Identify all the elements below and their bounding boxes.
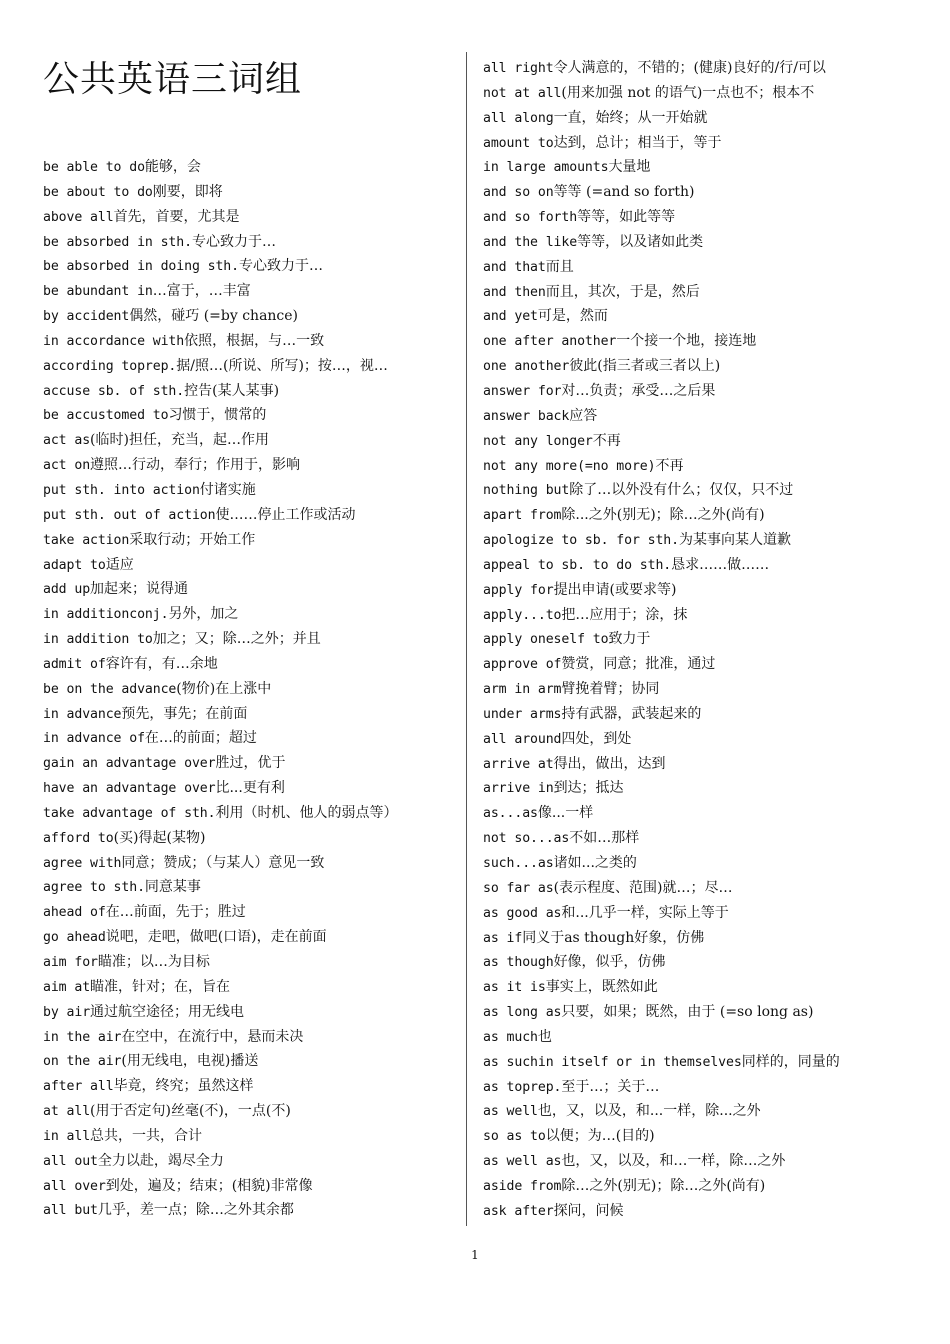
phrase-meaning: 控告(某人某事) [184, 382, 280, 399]
phrase-text: by air [43, 1004, 91, 1020]
phrase-entry [43, 379, 461, 404]
phrase-entry [483, 677, 923, 702]
phrase-entry [43, 826, 461, 851]
phrase-text: not any more(=no more) [483, 458, 656, 474]
phrase-text: as toprep. [483, 1079, 562, 1095]
phrase-entry [483, 752, 923, 777]
phrase-entry [483, 230, 923, 255]
phrase-text: according toprep. [43, 358, 177, 374]
phrase-meaning: 等等，以及诸如此类 [577, 233, 704, 250]
phrase-entry [483, 528, 923, 553]
phrase-entry [483, 304, 923, 329]
phrase-text: apply for [483, 582, 554, 598]
phrase-text: as long as [483, 1005, 562, 1021]
phrase-meaning: 比...更有利 [215, 780, 285, 797]
phrase-text: gain an advantage over [43, 756, 216, 772]
phrase-entry [43, 627, 461, 652]
phrase-meaning: (用来加强 not 的语气)一点也不；根本不 [561, 84, 815, 101]
phrase-text: admit of [43, 656, 106, 672]
phrase-meaning: 应答 [569, 407, 598, 424]
phrase-meaning: 首先，首要，尤其是 [113, 208, 240, 225]
phrase-meaning: 同意某事 [144, 879, 201, 896]
phrase-meaning: 不再 [592, 432, 621, 449]
phrase-meaning: 在空中，在流行中，悬而未决 [121, 1028, 304, 1045]
phrase-text: as well [483, 1104, 538, 1120]
phrase-entry [483, 106, 923, 131]
phrase-text: be absorbed in sth. [43, 234, 192, 250]
phrase-meaning: 探问，问候 [553, 1202, 624, 1219]
phrase-meaning: 适应 [105, 556, 134, 573]
phrase-meaning: 刚要，即将 [152, 183, 223, 200]
phrase-text: apart from [483, 508, 562, 524]
phrase-text: and then [483, 284, 546, 300]
phrase-meaning: 通过航空途径；用无线电 [90, 1003, 245, 1020]
phrase-entry [483, 901, 923, 926]
phrase-text: and so on [483, 185, 554, 201]
phrase-entry [43, 453, 461, 478]
phrase-text: apply...to [483, 607, 562, 623]
phrase-meaning: 得出，做出，达到 [553, 755, 666, 772]
phrase-entry [483, 404, 923, 429]
phrase-text: and yet [483, 309, 538, 325]
phrase-entry [43, 553, 461, 578]
phrase-text: answer for [483, 383, 562, 399]
phrase-entry [43, 726, 461, 751]
phrase-entry [483, 975, 923, 1000]
phrase-entry [483, 826, 923, 851]
phrase-text: put sth. out of action [43, 507, 216, 523]
phrase-text: answer back [483, 408, 570, 424]
phrase-entry [43, 851, 461, 876]
phrase-meaning: 习惯于，惯常的 [168, 407, 267, 424]
phrase-meaning: 诸如...之类的 [553, 855, 637, 871]
phrase-text: all along [483, 110, 554, 126]
phrase-meaning: 依照，根据，与…一致 [184, 332, 325, 349]
phrase-meaning: 到达；抵达 [553, 780, 624, 797]
phrase-meaning: 据/照…(所说、所写)；按…，视… [176, 357, 388, 374]
phrase-text: be able to do [43, 160, 145, 175]
phrase-text: nothing but [483, 483, 570, 499]
phrase-text: as it is [483, 980, 546, 996]
phrase-meaning: 说吧，走吧，做吧(口语)，走在前面 [105, 929, 327, 946]
phrase-meaning: 到处，遍及；结束；(相貌)非常像 [105, 1177, 313, 1194]
phrase-meaning: 加之；又；除…之外；并且 [152, 631, 321, 648]
phrase-text: and the like [483, 234, 578, 250]
phrase-entry [483, 553, 923, 578]
phrase-meaning: 除…之外(别无)；除…之外(尚有) [561, 1177, 766, 1194]
phrase-text: be abundant in [43, 284, 153, 300]
phrase-meaning: 预先，事先；在前面 [121, 705, 248, 722]
phrase-meaning: (物价)在上涨中 [176, 680, 272, 697]
phrase-text: in advance [43, 706, 122, 722]
phrase-text: not any longer [483, 433, 593, 449]
phrase-meaning: 像...一样 [537, 805, 594, 822]
phrase-meaning: 瞄准；以…为目标 [97, 954, 210, 970]
phrase-list-left [43, 155, 461, 1223]
phrase-text: above all [43, 209, 114, 225]
phrase-meaning: 至于…；关于… [561, 1078, 660, 1095]
phrase-entry [483, 429, 923, 454]
phrase-meaning: 达到，总计；相当于，等于 [553, 134, 722, 151]
phrase-text: aside from [483, 1178, 562, 1194]
phrase-entry [43, 528, 461, 553]
phrase-entry [483, 926, 923, 951]
phrase-meaning: 也，又，以及，和...一样，除...之外 [537, 1103, 761, 1120]
phrase-meaning: 对…负责；承受…之后果 [561, 382, 716, 399]
phrase-meaning: (买)得起(某物) [113, 829, 206, 846]
phrase-meaning: 事实上，既然如此 [545, 979, 658, 996]
phrase-entry [483, 876, 923, 901]
phrase-entry [43, 801, 461, 826]
phrase-text: in additionconj. [43, 607, 169, 623]
phrase-meaning: 另外，加之 [168, 606, 239, 623]
phrase-entry [43, 1149, 461, 1174]
phrase-meaning: 几乎，差一点；除…之外其余都 [97, 1202, 294, 1219]
phrase-text: be on the advance [43, 681, 177, 697]
phrase-entry [43, 1099, 461, 1124]
phrase-entry [43, 354, 461, 379]
phrase-meaning: 偶然，碰巧 (=by chance) [129, 308, 299, 325]
phrase-meaning: 同意；赞成；（与某人）意见一致 [121, 854, 325, 871]
phrase-text: such...as [483, 856, 554, 871]
phrase-entry [483, 1099, 923, 1124]
phrase-meaning: (表示程度、范围)就…；尽… [553, 879, 733, 896]
phrase-meaning: 一直，始终；从一开始就 [553, 109, 708, 126]
phrase-meaning: 容许有，有…余地 [105, 655, 218, 672]
phrase-entry [483, 280, 923, 305]
phrase-text: one after another [483, 334, 617, 350]
phrase-meaning: …富于，…丰富 [152, 283, 251, 300]
phrase-entry [483, 56, 923, 81]
phrase-entry [43, 478, 461, 503]
phrase-text: adapt to [43, 557, 106, 573]
phrase-meaning: 总共，一共，合计 [90, 1127, 203, 1144]
phrase-meaning: 瞄准，针对；在，旨在 [90, 978, 231, 995]
phrase-text: appeal to sb. to do sth. [483, 557, 672, 573]
phrase-entry [43, 403, 461, 428]
phrase-entry [483, 155, 923, 180]
phrase-entry [43, 1198, 461, 1223]
phrase-text: apply oneself to [483, 632, 609, 648]
phrase-text: afford to [43, 830, 114, 846]
phrase-entry [43, 875, 461, 900]
phrase-entry [483, 131, 923, 156]
phrase-text: in large amounts [483, 160, 609, 176]
phrase-text: after all [43, 1079, 114, 1095]
phrase-text: ask after [483, 1203, 554, 1219]
phrase-meaning: 可是，然而 [537, 308, 608, 325]
phrase-entry [483, 1075, 923, 1100]
phrase-entry [483, 702, 923, 727]
phrase-text: apologize to sb. for sth. [483, 533, 679, 549]
phrase-meaning: 同样的，同量的 [741, 1053, 840, 1070]
phrase-text: agree to sth. [43, 880, 145, 896]
phrase-text: aim for [43, 955, 98, 970]
phrase-entry [43, 1074, 461, 1099]
page-title: 公共英语三词组 [43, 59, 303, 100]
phrase-entry [43, 155, 461, 180]
phrase-entry [483, 354, 923, 379]
phrase-text: all around [483, 731, 562, 747]
phrase-text: put sth. into action [43, 482, 200, 498]
phrase-entry [43, 975, 461, 1000]
phrase-entry [43, 205, 461, 230]
phrase-text: not so...as [483, 831, 570, 847]
phrase-entry [483, 180, 923, 205]
phrase-text: all over [43, 1178, 106, 1194]
phrase-entry [43, 776, 461, 801]
phrase-meaning: 一个接一个地，接连地 [616, 333, 757, 350]
page-number: 1 [471, 1248, 479, 1262]
phrase-meaning: 除...之外(别无)；除…之外(尚有) [561, 507, 765, 524]
phrase-entry [43, 230, 461, 255]
phrase-entry [483, 801, 923, 826]
phrase-meaning: 持有武器，武装起来的 [561, 705, 702, 722]
phrase-text: so far as [483, 880, 554, 896]
phrase-entry [483, 478, 923, 503]
phrase-entry [43, 950, 461, 975]
phrase-meaning: 等等 (=and so forth) [553, 184, 695, 201]
phrase-meaning: 全力以赴，竭尽全力 [97, 1152, 224, 1169]
phrase-entry [43, 602, 461, 627]
phrase-entry [483, 454, 923, 479]
phrase-entry [483, 627, 923, 652]
phrase-text: all out [43, 1153, 98, 1169]
phrase-entry [43, 254, 461, 279]
phrase-meaning: 同义于as though好象，仿佛 [522, 929, 705, 946]
phrase-entry [43, 1000, 461, 1025]
phrase-entry [483, 1025, 923, 1050]
phrase-text: as though [483, 955, 554, 971]
phrase-entry [43, 428, 461, 453]
phrase-meaning: 臂挽着臂；协同 [561, 681, 660, 698]
phrase-meaning: 除了…以外没有什么；仅仅，只不过 [569, 482, 794, 499]
phrase-entry [483, 652, 923, 677]
phrase-text: as good as [483, 905, 562, 921]
phrase-text: on the air [43, 1054, 122, 1070]
phrase-entry [43, 1174, 461, 1199]
phrase-meaning: 采取行动；开始工作 [129, 531, 256, 548]
phrase-text: ahead of [43, 905, 106, 921]
phrase-text: aim at [43, 979, 91, 995]
phrase-text: take action [43, 532, 130, 548]
phrase-list-right [483, 56, 923, 1224]
phrase-text: be about to do [43, 184, 153, 200]
phrase-entry [483, 81, 923, 106]
phrase-meaning: 在…前面，先于；胜过 [105, 904, 246, 921]
phrase-meaning: 把…应用于；涂，抹 [561, 606, 688, 623]
phrase-text: all but [43, 1203, 98, 1219]
phrase-meaning: 能够，会 [144, 159, 201, 175]
phrase-meaning: 而且，其次，于是，然后 [545, 283, 700, 300]
phrase-meaning: 只要，如果；既然，由于 (=so long as) [561, 1004, 814, 1021]
phrase-entry [43, 577, 461, 602]
phrase-meaning: 以便；为…(目的) [545, 1128, 655, 1145]
phrase-meaning: (临时)担任，充当，起…作用 [90, 432, 269, 449]
phrase-entry [43, 180, 461, 205]
phrase-entry [43, 279, 461, 304]
phrase-entry [483, 205, 923, 230]
phrase-meaning: 专心致力于… [239, 258, 323, 275]
phrase-entry [483, 1199, 923, 1224]
phrase-text: in all [43, 1128, 91, 1144]
phrase-entry [483, 1174, 923, 1199]
phrase-text: as...as [483, 806, 538, 822]
phrase-meaning: 也，又，以及，和…一样，除…之外 [561, 1153, 786, 1170]
phrase-text: in addition to [43, 632, 153, 648]
phrase-text: all right [483, 61, 554, 76]
phrase-text: add up [43, 582, 91, 598]
phrase-text: take advantage of sth. [43, 805, 216, 821]
phrase-text: approve of [483, 657, 562, 673]
phrase-meaning: 恳求……做…… [671, 556, 770, 573]
phrase-text: not at all [483, 85, 562, 101]
phrase-entry [483, 255, 923, 280]
phrase-meaning: 加起来；说得通 [90, 581, 189, 598]
phrase-text: and so forth [483, 210, 578, 226]
phrase-meaning: (用无线电，电视)播送 [121, 1053, 259, 1070]
phrase-text: under arms [483, 706, 562, 722]
phrase-meaning: 不如…那样 [569, 830, 640, 847]
phrase-meaning: 提出申请(或要求等) [553, 581, 677, 598]
phrase-meaning: 彼此(指三者或三者以上) [569, 358, 721, 375]
phrase-entry [483, 379, 923, 404]
phrase-entry [43, 677, 461, 702]
phrase-meaning: 四处，到处 [561, 730, 632, 747]
phrase-text: arrive at [483, 756, 554, 772]
phrase-meaning: 遵照…行动，奉行；作用于，影响 [90, 457, 301, 474]
phrase-entry [483, 1149, 923, 1174]
phrase-entry [483, 603, 923, 628]
phrase-meaning: 不再 [655, 457, 684, 474]
phrase-text: accuse sb. of sth. [43, 383, 185, 399]
phrase-text: act as [43, 433, 91, 449]
phrase-entry [43, 900, 461, 925]
phrase-entry [483, 950, 923, 975]
phrase-text: arm in arm [483, 682, 562, 698]
phrase-meaning: 付诸实施 [199, 481, 256, 498]
phrase-entry [483, 851, 923, 876]
phrase-entry [483, 578, 923, 603]
phrase-entry [483, 727, 923, 752]
phrase-entry [43, 329, 461, 354]
phrase-entry [483, 329, 923, 354]
phrase-meaning: 和...几乎一样，实际上等于 [561, 904, 729, 921]
phrase-text: at all [43, 1104, 91, 1120]
phrase-entry [43, 304, 461, 329]
phrase-text: have an advantage over [43, 781, 216, 797]
phrase-text: amount to [483, 135, 554, 151]
phrase-entry [483, 503, 923, 528]
phrase-text: be absorbed in doing sth. [43, 259, 239, 275]
phrase-meaning: 使……停止工作或活动 [215, 506, 356, 523]
phrase-entry [483, 776, 923, 801]
phrase-meaning: 专心致力于… [191, 233, 276, 250]
phrase-meaning: 毕竟，终究；虽然这样 [113, 1078, 254, 1095]
phrase-meaning: 胜过，优于 [215, 755, 286, 772]
phrase-entry [483, 1050, 923, 1075]
phrase-entry [43, 1049, 461, 1074]
phrase-text: as much [483, 1029, 538, 1045]
phrase-meaning: 利用（时机、他人的弱点等） [215, 804, 398, 821]
phrase-text: so as to [483, 1129, 546, 1145]
phrase-text: one another [483, 359, 570, 375]
phrase-text: and that [483, 259, 546, 275]
phrase-entry [43, 1025, 461, 1050]
phrase-text: as well as [483, 1154, 562, 1170]
phrase-text: in accordance with [43, 333, 185, 349]
phrase-meaning: 而且 [545, 258, 574, 275]
phrase-entry [483, 1124, 923, 1149]
phrase-entry [483, 1000, 923, 1025]
phrase-entry [43, 751, 461, 776]
phrase-entry [43, 925, 461, 950]
phrase-meaning: (用于否定句)丝毫(不)，一点(不) [90, 1103, 291, 1120]
phrase-text: in the air [43, 1029, 122, 1045]
phrase-meaning: 致力于 [608, 631, 651, 648]
phrase-text: as suchin itself or in themselves [483, 1054, 742, 1070]
phrase-meaning: 也 [537, 1028, 552, 1045]
phrase-meaning: 令人满意的，不错的；(健康)良好的/行/可以 [553, 60, 826, 76]
phrase-entry [43, 702, 461, 727]
phrase-meaning: 为某事向某人道歉 [679, 532, 791, 549]
phrase-text: be accustomed to [43, 408, 169, 424]
phrase-entry [43, 1124, 461, 1149]
phrase-entry [43, 652, 461, 677]
phrase-text: arrive in [483, 781, 554, 797]
phrase-text: in advance of [43, 731, 145, 747]
phrase-meaning: 好像，似乎，仿佛 [553, 954, 666, 971]
phrase-text: as if [483, 930, 523, 946]
phrase-meaning: 赞赏，同意；批准，通过 [561, 656, 716, 673]
column-divider [466, 52, 467, 1226]
phrase-meaning: 在…的前面；超过 [144, 730, 257, 747]
phrase-text: go ahead [43, 930, 106, 946]
phrase-meaning: 等等，如此等等 [577, 209, 676, 226]
phrase-entry [43, 503, 461, 528]
phrase-text: by accident [43, 309, 130, 325]
phrase-meaning: 大量地 [608, 159, 651, 176]
phrase-text: act on [43, 458, 91, 474]
phrase-text: agree with [43, 855, 122, 871]
